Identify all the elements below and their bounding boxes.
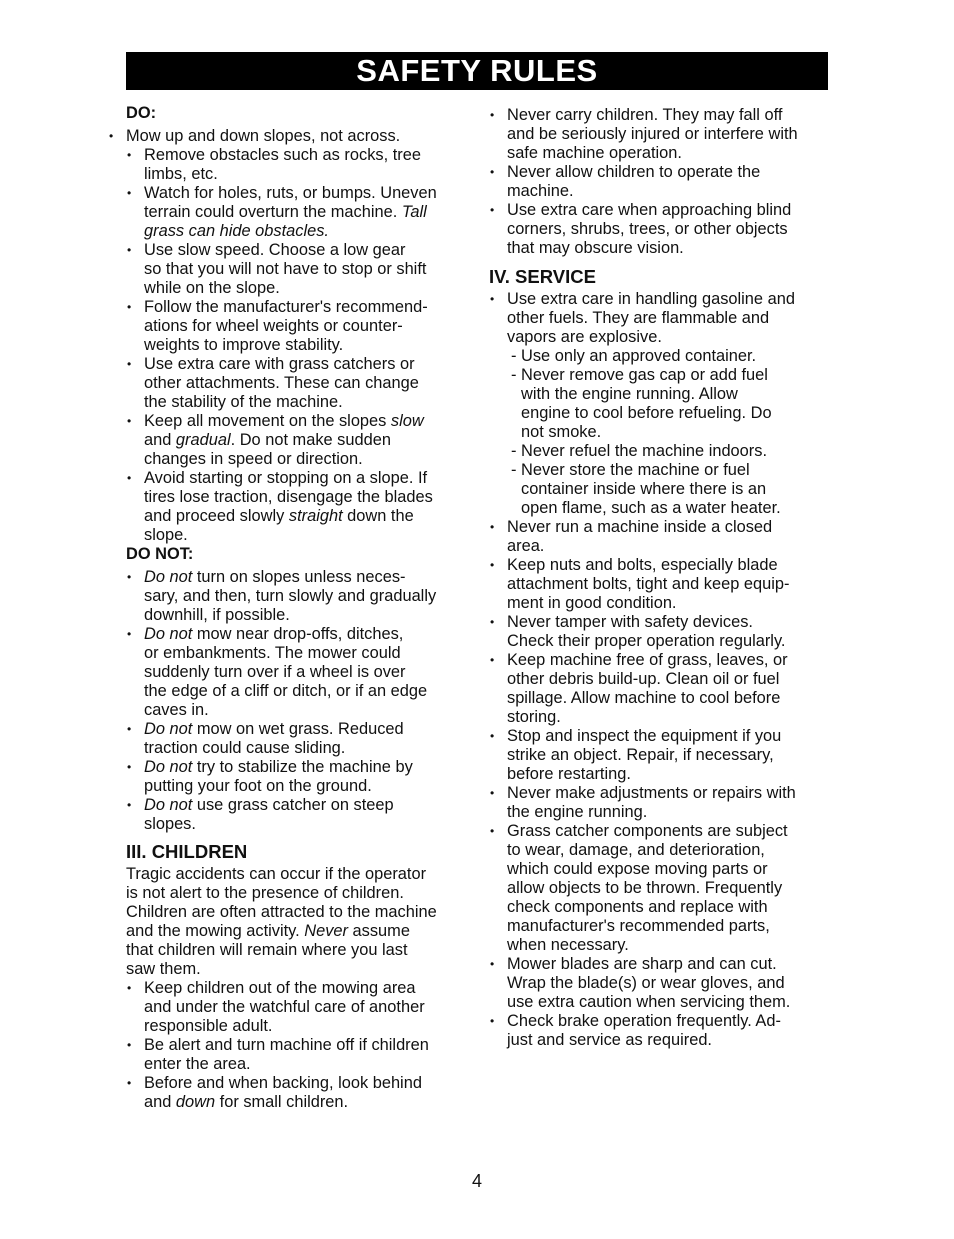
text-line xyxy=(490,784,796,803)
text-segment: Remove obstacles such as rocks, tree xyxy=(144,146,421,164)
text-segment: Stop and inspect the equipment if you xyxy=(507,727,782,745)
text-segment: - Use only an approved container. xyxy=(511,347,757,365)
bullet-icon: • xyxy=(490,615,495,629)
text-segment: other debris build-up. Clean oil or fuel xyxy=(507,670,780,688)
text-segment: Grass catcher components are subject xyxy=(507,822,788,840)
text-line xyxy=(144,260,426,279)
text-segment: which could expose moving parts or xyxy=(507,860,768,878)
text-line xyxy=(507,765,631,784)
text-segment: vapors are explosive. xyxy=(507,328,662,346)
text-segment: mow on wet grass. Reduced xyxy=(192,720,404,738)
text-line xyxy=(490,518,773,537)
text-segment: when necessary. xyxy=(507,936,629,954)
text-segment: Keep children out of the mowing area xyxy=(144,979,416,997)
text-line xyxy=(507,182,574,201)
section-heading xyxy=(126,545,193,564)
text-segment: - Never remove gas cap or add fuel xyxy=(511,366,768,384)
text-line xyxy=(126,903,437,922)
text-line xyxy=(507,936,629,955)
text-line xyxy=(507,575,789,594)
text-segment: down the xyxy=(342,507,414,525)
text-segment: attachment bolts, tight and keep equip- xyxy=(507,575,790,593)
text-line xyxy=(490,556,778,575)
text-segment: open flame, such as a water heater. xyxy=(521,499,781,517)
text-line xyxy=(507,125,798,144)
text-segment: slopes. xyxy=(144,815,196,833)
text-line xyxy=(511,461,750,480)
bullet-icon: • xyxy=(127,798,132,812)
text-line xyxy=(490,651,788,670)
text-line xyxy=(127,184,437,203)
text-line xyxy=(507,803,647,822)
text-segment: other fuels. They are flammable and xyxy=(507,309,770,327)
text-line xyxy=(490,613,753,632)
text-segment: engine to cool before refueling. Do xyxy=(521,404,772,422)
text-line xyxy=(144,663,405,682)
text-segment: or embankments. The mower could xyxy=(144,644,401,662)
text-segment: area. xyxy=(507,537,545,555)
text-segment: - Never refuel the machine indoors. xyxy=(511,442,767,460)
text-segment: not smoke. xyxy=(521,423,602,441)
text-line xyxy=(127,568,406,587)
text-segment: slow xyxy=(390,412,424,430)
text-segment: use grass catcher on steep xyxy=(192,796,394,814)
bullet-icon: • xyxy=(109,129,114,143)
text-line xyxy=(507,309,769,328)
text-line xyxy=(511,442,767,461)
text-segment: with the engine running. Allow xyxy=(521,385,738,403)
text-line xyxy=(490,822,788,841)
text-line xyxy=(144,701,209,720)
text-segment: Check brake operation frequently. Ad- xyxy=(507,1012,781,1030)
text-segment: to wear, damage, and deterioration, xyxy=(507,841,765,859)
text-segment: DO NOT: xyxy=(126,545,194,563)
text-segment: Do not xyxy=(144,625,193,643)
text-line xyxy=(127,469,428,488)
text-line xyxy=(507,860,768,879)
text-line xyxy=(507,220,788,239)
text-line xyxy=(490,955,777,974)
text-segment: before restarting. xyxy=(507,765,631,783)
text-segment: mow near drop-offs, ditches, xyxy=(192,625,404,643)
text-segment: Children are often attracted to the machine xyxy=(126,903,437,921)
text-segment: the stability of the machine. xyxy=(144,393,343,411)
text-line xyxy=(507,670,779,689)
text-segment: ment in good condition. xyxy=(507,594,677,612)
text-segment: that children will remain where you last xyxy=(126,941,408,959)
text-line xyxy=(144,431,391,450)
text-segment: and the mowing activity. xyxy=(126,922,305,940)
text-line xyxy=(507,632,785,651)
bullet-icon: • xyxy=(490,108,495,122)
bullet-icon: • xyxy=(127,357,132,371)
text-segment: and xyxy=(144,431,176,449)
safety-rules-banner xyxy=(126,52,828,90)
bullet-icon: • xyxy=(127,1076,132,1090)
text-segment: just and service as required. xyxy=(507,1031,712,1049)
text-segment: corners, shrubs, trees, or other objects xyxy=(507,220,788,238)
text-line xyxy=(127,1036,429,1055)
text-line xyxy=(127,298,428,317)
text-line xyxy=(144,336,343,355)
page-title: SAFETY RULES xyxy=(356,53,598,88)
text-segment: safe machine operation. xyxy=(507,144,682,162)
text-line xyxy=(507,537,544,556)
text-segment: Avoid starting or stopping on a slope. If xyxy=(144,469,428,487)
text-line xyxy=(127,720,404,739)
text-line xyxy=(521,499,781,518)
bullet-icon: • xyxy=(127,981,132,995)
text-line xyxy=(507,1031,712,1050)
text-line xyxy=(521,423,601,442)
text-line xyxy=(144,374,419,393)
text-line xyxy=(127,1074,422,1093)
text-segment: allow objects to be thrown. Frequently xyxy=(507,879,783,897)
text-segment: Keep all movement on the slopes xyxy=(144,412,391,430)
bullet-icon: • xyxy=(490,292,495,306)
bullet-icon: • xyxy=(490,558,495,572)
bullet-icon: • xyxy=(127,1038,132,1052)
text-segment: and under the watchful care of another xyxy=(144,998,425,1016)
text-line xyxy=(144,682,427,701)
text-line xyxy=(144,317,403,336)
text-line xyxy=(507,708,561,727)
text-segment: and be seriously injured or interfere with xyxy=(507,125,798,143)
text-line xyxy=(521,480,766,499)
text-line xyxy=(507,144,682,163)
text-segment: Do not xyxy=(144,568,193,586)
text-segment: Do not xyxy=(144,758,193,776)
text-line xyxy=(490,106,783,125)
page-number: 4 xyxy=(471,1171,482,1191)
text-segment: Do not xyxy=(144,720,193,738)
text-line xyxy=(490,163,761,182)
text-line xyxy=(127,412,424,431)
text-line xyxy=(507,328,662,347)
text-line xyxy=(127,625,404,644)
text-line xyxy=(144,279,280,298)
text-segment: gradual xyxy=(175,431,231,449)
bullet-icon: • xyxy=(490,203,495,217)
text-segment: for small children. xyxy=(215,1093,349,1111)
text-segment: machine. xyxy=(507,182,574,200)
text-line xyxy=(507,689,780,708)
text-segment: check components and replace with xyxy=(507,898,768,916)
text-segment: Use extra care with grass catchers or xyxy=(144,355,415,373)
text-segment: Tragic accidents can occur if the operator xyxy=(126,865,427,883)
bullet-icon: • xyxy=(127,148,132,162)
text-line xyxy=(144,450,363,469)
text-segment: Never tamper with safety devices. xyxy=(507,613,753,631)
text-segment: Follow the manufacturer's recommend- xyxy=(144,298,428,316)
text-line xyxy=(490,201,792,220)
text-segment: turn on slopes unless neces- xyxy=(192,568,406,586)
text-segment: Never carry children. They may fall off xyxy=(507,106,783,124)
text-segment: . Do not make sudden xyxy=(230,431,391,449)
text-line xyxy=(144,739,345,758)
section-heading xyxy=(489,266,596,287)
text-line xyxy=(507,993,790,1012)
bullet-icon: • xyxy=(490,520,495,534)
text-segment: assume xyxy=(348,922,410,940)
text-line xyxy=(490,290,795,309)
text-segment: Check their proper operation regularly. xyxy=(507,632,786,650)
text-segment: is not alert to the presence of children. xyxy=(126,884,404,902)
text-segment: Tall xyxy=(401,203,427,221)
text-segment: traction could cause sliding. xyxy=(144,739,346,757)
text-segment: Never allow children to operate the xyxy=(507,163,761,181)
text-segment: Mow up and down slopes, not across. xyxy=(126,127,401,145)
text-segment: downhill, if possible. xyxy=(144,606,290,624)
text-segment: the engine running. xyxy=(507,803,648,821)
text-segment: tires lose traction, disengage the blades xyxy=(144,488,433,506)
bullet-icon: • xyxy=(490,824,495,838)
text-line xyxy=(109,127,401,146)
text-segment: Never xyxy=(304,922,348,940)
bullet-icon: • xyxy=(127,414,132,428)
bullet-icon: • xyxy=(490,957,495,971)
text-segment: manufacturer's recommended parts, xyxy=(507,917,770,935)
text-segment: Use extra care when approaching blind xyxy=(507,201,792,219)
bullet-icon: • xyxy=(127,471,132,485)
bullet-icon: • xyxy=(490,653,495,667)
text-segment: limbs, etc. xyxy=(144,165,218,183)
bullet-icon: • xyxy=(127,627,132,641)
text-line xyxy=(144,165,218,184)
text-line xyxy=(511,347,756,366)
text-line xyxy=(511,366,768,385)
bullet-icon: • xyxy=(490,786,495,800)
text-segment: terrain could overturn the machine. xyxy=(144,203,402,221)
bullet-icon: • xyxy=(127,300,132,314)
text-segment: sary, and then, turn slowly and gradually xyxy=(144,587,437,605)
text-line xyxy=(144,587,436,606)
text-line xyxy=(126,941,408,960)
text-segment: Do not xyxy=(144,796,193,814)
text-line xyxy=(144,488,433,507)
text-segment: Never make adjustments or repairs with xyxy=(507,784,796,802)
text-line xyxy=(144,998,425,1017)
text-line xyxy=(144,203,427,222)
text-line xyxy=(144,526,188,545)
text-segment: Keep machine free of grass, leaves, or xyxy=(507,651,788,669)
text-segment: the edge of a cliff or ditch, or if an edge xyxy=(144,682,428,700)
text-segment: try to stabilize the machine by xyxy=(192,758,413,776)
text-segment: Use extra care in handling gasoline and xyxy=(507,290,795,308)
text-line xyxy=(507,841,765,860)
text-segment: Before and when backing, look behind xyxy=(144,1074,422,1092)
text-segment: suddenly turn over if a wheel is over xyxy=(144,663,406,681)
text-segment: other attachments. These can change xyxy=(144,374,419,392)
text-line xyxy=(144,1055,251,1074)
text-segment: saw them. xyxy=(126,960,201,978)
text-line xyxy=(144,1017,272,1036)
bullet-icon: • xyxy=(490,165,495,179)
text-segment: and proceed slowly xyxy=(144,507,289,525)
text-segment: weights to improve stability. xyxy=(144,336,344,354)
text-line xyxy=(127,796,394,815)
text-segment: slope. xyxy=(144,526,188,544)
text-segment: use extra caution when servicing them. xyxy=(507,993,791,1011)
text-segment: Mower blades are sharp and can cut. xyxy=(507,955,777,973)
text-segment: Use slow speed. Choose a low gear xyxy=(144,241,406,259)
bullet-icon: • xyxy=(127,186,132,200)
text-line xyxy=(144,644,401,663)
text-segment: that may obscure vision. xyxy=(507,239,684,257)
text-segment: caves in. xyxy=(144,701,209,719)
text-line xyxy=(507,879,782,898)
text-segment: Wrap the blade(s) or wear gloves, and xyxy=(507,974,785,992)
text-segment: Be alert and turn machine off if children xyxy=(144,1036,429,1054)
text-line xyxy=(127,241,406,260)
text-line xyxy=(507,239,684,258)
text-segment: ations for wheel weights or counter- xyxy=(144,317,403,335)
text-segment: Keep nuts and bolts, especially blade xyxy=(507,556,778,574)
text-segment: while on the slope. xyxy=(144,279,280,297)
text-segment: IV. SERVICE xyxy=(489,266,596,287)
text-line xyxy=(521,404,772,423)
text-line xyxy=(126,922,410,941)
section-heading xyxy=(126,841,247,862)
text-line xyxy=(144,606,290,625)
text-segment: straight xyxy=(288,507,343,525)
text-segment: container inside where there is an xyxy=(521,480,767,498)
text-line xyxy=(490,727,782,746)
text-line xyxy=(126,884,404,903)
bullet-icon: • xyxy=(490,1014,495,1028)
bullet-icon: • xyxy=(127,760,132,774)
text-segment: down xyxy=(175,1093,216,1111)
text-line xyxy=(126,960,201,979)
text-segment: Never run a machine inside a closed xyxy=(507,518,773,536)
text-segment: - Never store the machine or fuel xyxy=(511,461,750,479)
bullet-icon: • xyxy=(490,729,495,743)
text-segment: DO: xyxy=(126,104,157,122)
text-segment: changes in speed or direction. xyxy=(144,450,363,468)
text-line xyxy=(507,974,785,993)
text-line xyxy=(127,146,421,165)
text-segment: Watch for holes, ruts, or bumps. Uneven xyxy=(144,184,437,202)
text-segment: so that you will not have to stop or shift xyxy=(144,260,427,278)
text-segment: grass can hide obstacles. xyxy=(144,222,329,240)
text-line xyxy=(507,917,770,936)
bullet-icon: • xyxy=(127,722,132,736)
text-line xyxy=(144,222,329,241)
text-segment: spillage. Allow machine to cool before xyxy=(507,689,781,707)
text-segment: storing. xyxy=(507,708,561,726)
text-segment: putting your foot on the ground. xyxy=(144,777,372,795)
text-line xyxy=(127,758,413,777)
text-line xyxy=(144,507,414,526)
text-line xyxy=(507,594,677,613)
section-heading xyxy=(126,104,156,123)
text-segment: responsible adult. xyxy=(144,1017,273,1035)
text-segment: strike an object. Repair, if necessary, xyxy=(507,746,774,764)
text-segment: and xyxy=(144,1093,176,1111)
text-line xyxy=(144,1093,348,1112)
text-segment: enter the area. xyxy=(144,1055,251,1073)
text-line xyxy=(126,865,426,884)
text-line xyxy=(144,393,343,412)
text-line xyxy=(507,746,774,765)
bullet-icon: • xyxy=(127,570,132,584)
text-line xyxy=(490,1012,781,1031)
text-segment: III. CHILDREN xyxy=(126,841,248,862)
text-line xyxy=(127,979,416,998)
bullet-icon: • xyxy=(127,243,132,257)
text-line xyxy=(507,898,768,917)
text-line xyxy=(144,815,196,834)
text-line xyxy=(144,777,372,796)
text-line xyxy=(127,355,415,374)
text-line xyxy=(521,385,738,404)
